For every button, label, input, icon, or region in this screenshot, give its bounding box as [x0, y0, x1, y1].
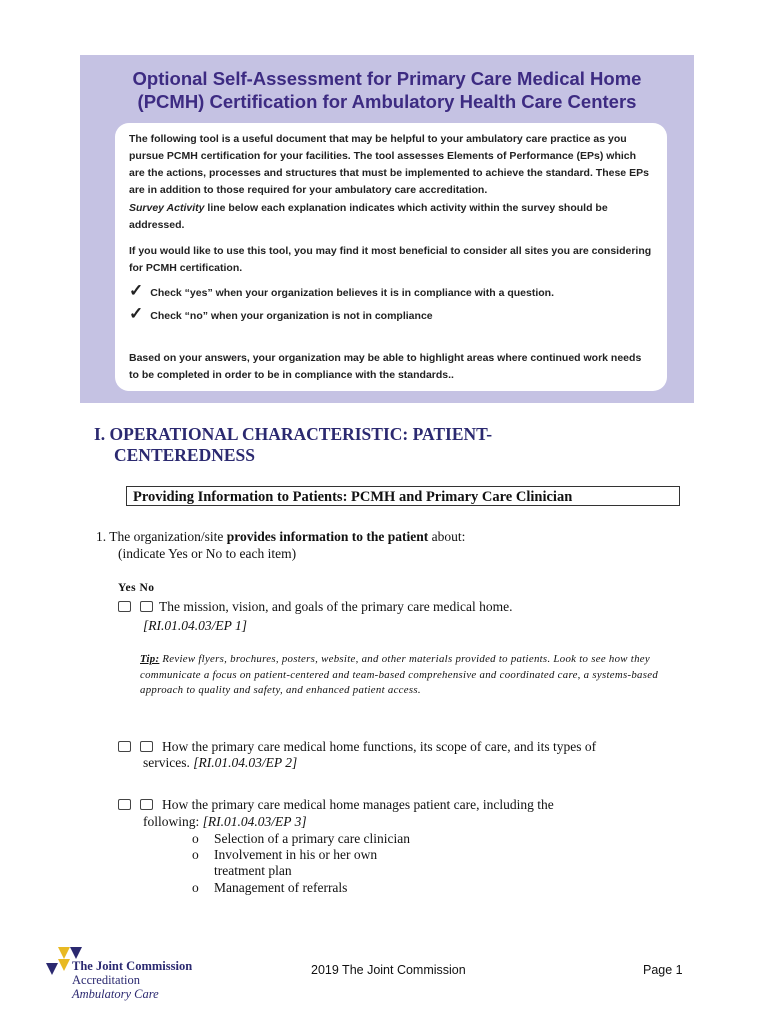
item-2-line2	[143, 754, 297, 771]
logo-line2: Accreditation	[72, 973, 141, 987]
item-1-reference: [RI.01.04.03/EP 1]	[143, 618, 247, 633]
section-title-line1: I. OPERATIONAL CHARACTERISTIC: PATIENT-	[94, 424, 493, 444]
section-subheading: Providing Information to Patients: PCMH and Primary Care Clinician	[126, 486, 680, 506]
section-title-line2: CENTEREDNESS	[114, 445, 256, 465]
banner-title-line2: (PCMH) Certification for Ambulatory Health Care Centers	[137, 91, 637, 112]
banner-paragraph-3: If you would like to use this tool, you may find it most beneficial to consider all sites you are considering for PCMH certification.	[129, 245, 652, 274]
subitem-involvement	[192, 847, 377, 864]
banner-paragraph-2-text: line below each explanation indicates which activity within the survey should be addressed.	[129, 202, 608, 231]
item-1-text: The mission, vision, and goals of the primary care medical home.	[159, 599, 513, 614]
checklist-item-1	[118, 598, 513, 616]
subitem-referrals	[192, 880, 347, 897]
yes-checkbox[interactable]	[118, 799, 131, 810]
yes-checkbox[interactable]	[118, 601, 131, 612]
bullet-icon: o	[192, 880, 199, 895]
joint-commission-logo	[44, 945, 244, 1005]
intro-banner	[80, 55, 694, 403]
footer-copyright: 2019 The Joint Commission	[311, 963, 466, 977]
banner-title	[80, 67, 694, 113]
logo-line1: The Joint Commission	[72, 959, 193, 973]
checkmark-icon: ✓	[129, 281, 144, 300]
logo-line3: Ambulatory Care	[72, 987, 159, 1001]
question-1-prefix: 1. The organization/site	[96, 529, 227, 544]
question-1-suffix: about:	[428, 529, 466, 544]
subitem-text: Management of referrals	[214, 880, 348, 895]
item-3-text-line1: How the primary care medical home manages patient care, including the	[162, 797, 554, 812]
check-yes-text: Check “yes” when your organization believes it is in compliance with a question.	[150, 287, 555, 299]
question-1-bold: provides information to the patient	[226, 529, 429, 544]
tip-text: Review flyers, brochures, posters, website, and other materials provided to patients. Look to see how they communicate a focus on patient-centered and team-based comprehensive and coordinated care, a systems-based approach to quality and safety, and enhanced patient access.	[140, 653, 659, 696]
yes-checkbox[interactable]	[118, 741, 131, 752]
banner-text-box	[115, 123, 667, 391]
item-2-text-line1: How the primary care medical home functions, its scope of care, and its types of	[162, 739, 597, 754]
banner-paragraph-1: The following tool is a useful document that may be helpful to your ambulatory care practice as you pursue PCMH certification for your facilities. The tool assesses Elements of Performance (EPs) which are the actions, processes and structures that must be implemented to achieve the standard. These EPs are in addition to those required for your ambulatory care accreditation.	[129, 133, 649, 196]
check-no-text: Check “no” when your organization is not in compliance	[150, 310, 433, 322]
item-3-reference: [RI.01.04.03/EP 3]	[202, 814, 307, 829]
banner-title-line1: Optional Self-Assessment for Primary Care Medical Home	[132, 68, 642, 89]
no-checkbox[interactable]	[140, 741, 153, 752]
question-1	[96, 528, 465, 562]
bullet-icon: o	[192, 847, 199, 862]
section-title	[94, 424, 492, 466]
banner-paragraph-2	[129, 200, 653, 234]
item-2-text-line2: services.	[143, 755, 194, 770]
subitem-text: Selection of a primary care clinician	[214, 831, 411, 846]
question-1-instruction: (indicate Yes or No to each item)	[118, 546, 297, 561]
check-no-line	[129, 305, 653, 325]
subitem-involvement-cont: treatment plan	[214, 863, 292, 878]
no-checkbox[interactable]	[140, 601, 153, 612]
item-3-line2	[143, 813, 307, 830]
item-2-reference: [RI.01.04.03/EP 2]	[193, 755, 298, 770]
survey-activity-label: Survey Activity	[129, 202, 205, 214]
bullet-icon: o	[192, 831, 199, 846]
no-checkbox[interactable]	[140, 799, 153, 810]
tip-label: Tip:	[140, 653, 160, 665]
checklist-item-3	[118, 796, 554, 814]
logo-text	[72, 959, 192, 1001]
subitem-selection	[192, 831, 410, 848]
tip-note	[140, 652, 680, 699]
banner-paragraph-4: Based on your answers, your organization may be able to highlight areas where continued work needs to be completed in order to be in compliance with the standards..	[129, 352, 642, 381]
item-3-text-line2: following:	[143, 814, 203, 829]
checkmark-icon: ✓	[129, 304, 144, 323]
yes-no-header: Yes No	[118, 582, 155, 594]
check-yes-line	[129, 282, 653, 302]
page-number: Page 1	[643, 963, 683, 977]
subitem-text: Involvement in his or her own	[214, 847, 378, 862]
